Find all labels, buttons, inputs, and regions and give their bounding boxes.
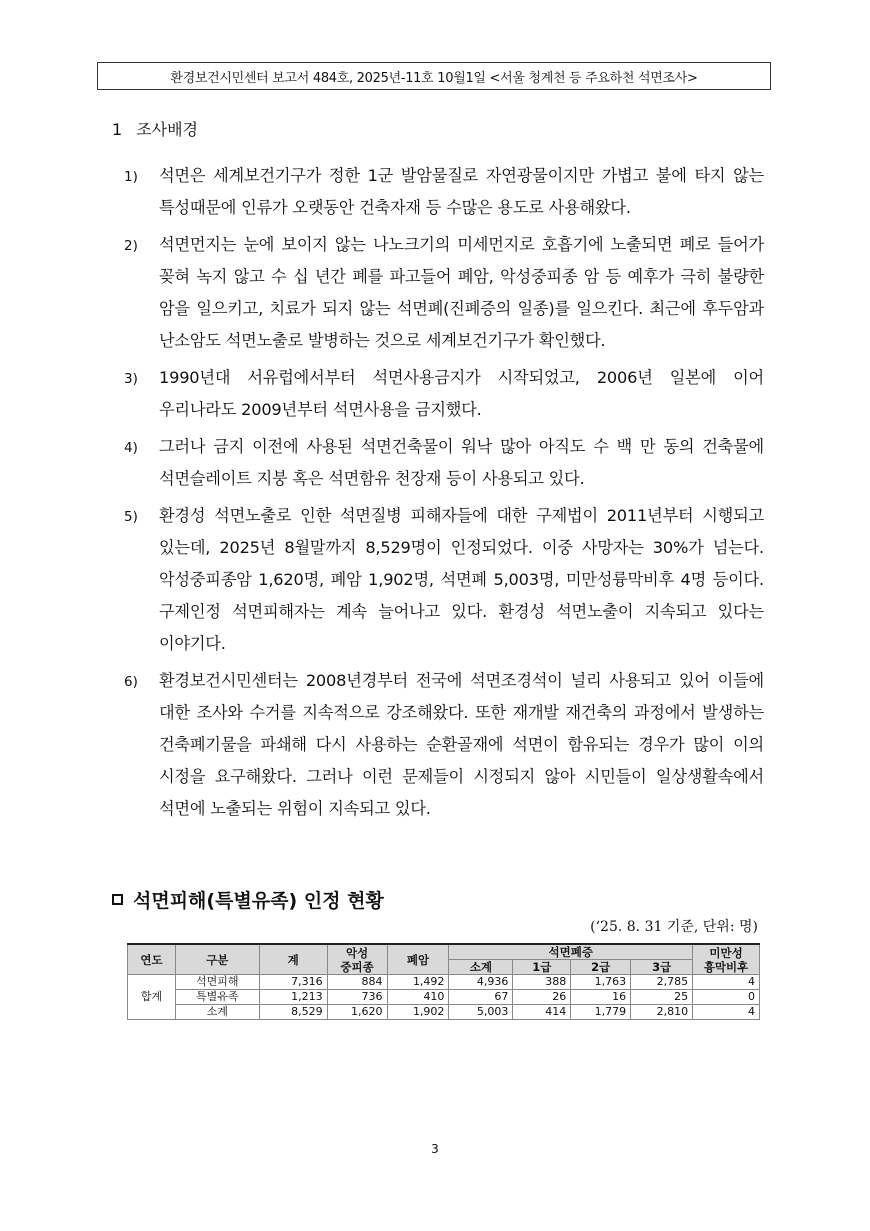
cell-mesothelioma: 1,620 xyxy=(327,1005,387,1020)
cell-grade1: 388 xyxy=(513,975,571,990)
header-grade1: 1급 xyxy=(513,960,571,975)
cell-grade2: 1,763 xyxy=(571,975,631,990)
cell-subtotal: 5,003 xyxy=(449,1005,513,1020)
header-mesothelioma: 악성 중피종 xyxy=(327,944,387,975)
checkbox-icon xyxy=(112,894,123,905)
report-header-title: 환경보건시민센터 보고서 484호, 2025년-11호 10월1일 <서울 청계천 등 주요하천 석면조사> xyxy=(170,70,698,86)
header-grade2: 2급 xyxy=(571,960,631,975)
table-header-row xyxy=(128,944,760,960)
section-title-text: 조사배경 xyxy=(136,120,199,139)
list-item xyxy=(124,229,764,357)
cell-grade2: 16 xyxy=(571,990,631,1005)
list-item-text: 1990년대 서유럽에서부터 석면사용금지가 시작되었고, 2006년 일본에 이어 우리나라도 2009년부터 석면사용을 금지했다. xyxy=(159,368,764,419)
table-row xyxy=(128,990,760,1005)
list-item-marker: 6) xyxy=(124,674,138,690)
report-header xyxy=(97,62,771,90)
section-title xyxy=(112,117,198,140)
table-heading-text: 석면피해(특별유족) 인정 현황 xyxy=(133,890,384,912)
cell-subtotal: 67 xyxy=(449,990,513,1005)
page-number: 3 xyxy=(431,1142,439,1156)
cell-total: 8,529 xyxy=(259,1005,327,1020)
cell-category: 석면피해 xyxy=(175,975,259,990)
header-grade3: 3급 xyxy=(631,960,693,975)
cell-grade3: 2,810 xyxy=(631,1005,693,1020)
cell-category: 특별유족 xyxy=(175,990,259,1005)
cell-total: 1,213 xyxy=(259,990,327,1005)
cell-lung-cancer: 410 xyxy=(387,990,449,1005)
cell-year: 합계 xyxy=(128,975,176,1020)
cell-mesothelioma: 736 xyxy=(327,990,387,1005)
cell-pleural: 0 xyxy=(693,990,760,1005)
cell-pleural: 4 xyxy=(693,975,760,990)
header-asbestosis: 석면폐증 xyxy=(449,944,693,960)
header-total: 계 xyxy=(259,944,327,975)
background-list xyxy=(124,160,764,830)
list-item-marker: 2) xyxy=(124,238,138,254)
cell-total: 7,316 xyxy=(259,975,327,990)
cell-mesothelioma: 884 xyxy=(327,975,387,990)
header-year: 연도 xyxy=(128,944,176,975)
table-row xyxy=(128,975,760,990)
list-item xyxy=(124,431,764,495)
list-item-text: 석면먼지는 눈에 보이지 않는 나노크기의 미세먼지로 호흡기에 노출되면 폐로 들어가 꽂혀 녹지 않고 수 십 년간 폐를 파고들어 폐암, 악성중피종 암 등 예후가 극히 불량한 암을 일으키고, 치료가 되지 않는 석면폐(진폐증의 일종)를 일으킨다. 최근에 후두암과 난소암도 석면노출로 발병하는 것으로 세계보건기구가 확인했다. xyxy=(159,235,764,350)
cell-grade2: 1,779 xyxy=(571,1005,631,1020)
list-item-marker: 1) xyxy=(124,169,138,185)
header-lung-cancer: 폐암 xyxy=(387,944,449,975)
header-subtotal: 소계 xyxy=(449,960,513,975)
list-item-text: 석면은 세계보건기구가 정한 1군 발암물질로 자연광물이지만 가볍고 불에 타지 않는 특성때문에 인류가 오랫동안 건축자재 등 수많은 용도로 사용해왔다. xyxy=(159,166,764,217)
list-item-text: 그러나 금지 이전에 사용된 석면건축물이 워낙 많아 아직도 수 백 만 동의 건축물에 석면슬레이트 지붕 혹은 석면함유 천장재 등이 사용되고 있다. xyxy=(159,437,764,488)
cell-lung-cancer: 1,902 xyxy=(387,1005,449,1020)
asbestos-damage-table xyxy=(127,943,760,1020)
cell-subtotal: 4,936 xyxy=(449,975,513,990)
list-item xyxy=(124,500,764,660)
list-item xyxy=(124,362,764,426)
cell-category: 소계 xyxy=(175,1005,259,1020)
table-note: (‘25. 8. 31 기준, 단위: 명) xyxy=(590,919,758,935)
list-item-marker: 5) xyxy=(124,509,138,525)
list-item-text: 환경보건시민센터는 2008년경부터 전국에 석면조경석이 널리 사용되고 있어 이들에 대한 조사와 수거를 지속적으로 강조해왔다. 또한 재개발 재건축의 과정에서 발생하는 건축폐기물을 파쇄해 다시 사용하는 순환골재에 석면이 함유되는 경우가 많이 이의 시정을 요구해왔다. 그러나 이런 문제들이 시정되지 않아 시민들이 일상생활속에서 석면에 노출되는 위험이 지속되고 있다. xyxy=(159,671,764,818)
table-row xyxy=(128,1005,760,1020)
list-item xyxy=(124,160,764,224)
header-pleural-thickening: 미만성 흉막비후 xyxy=(693,944,760,975)
list-item-text: 환경성 석면노출로 인한 석면질병 피해자들에 대한 구제법이 2011년부터 시행되고 있는데, 2025년 8월말까지 8,529명이 인정되었다. 이중 사망자는 30%가 넘는다. 악성중피종암 1,620명, 폐암 1,902명, 석면폐 5,003명, 미만성륭막비후 4명 등이다. 구제인정 석면피해자는 계속 늘어나고 있다. 환경성 석면노출이 지속되고 있다는 이야기다. xyxy=(159,506,764,653)
cell-grade1: 414 xyxy=(513,1005,571,1020)
cell-grade3: 25 xyxy=(631,990,693,1005)
cell-grade3: 2,785 xyxy=(631,975,693,990)
cell-grade1: 26 xyxy=(513,990,571,1005)
list-item-marker: 4) xyxy=(124,440,138,456)
header-category: 구분 xyxy=(175,944,259,975)
table-heading xyxy=(112,886,384,913)
list-item-marker: 3) xyxy=(124,371,138,387)
list-item xyxy=(124,665,764,825)
cell-pleural: 4 xyxy=(693,1005,760,1020)
section-number: 1 xyxy=(112,120,123,139)
cell-lung-cancer: 1,492 xyxy=(387,975,449,990)
